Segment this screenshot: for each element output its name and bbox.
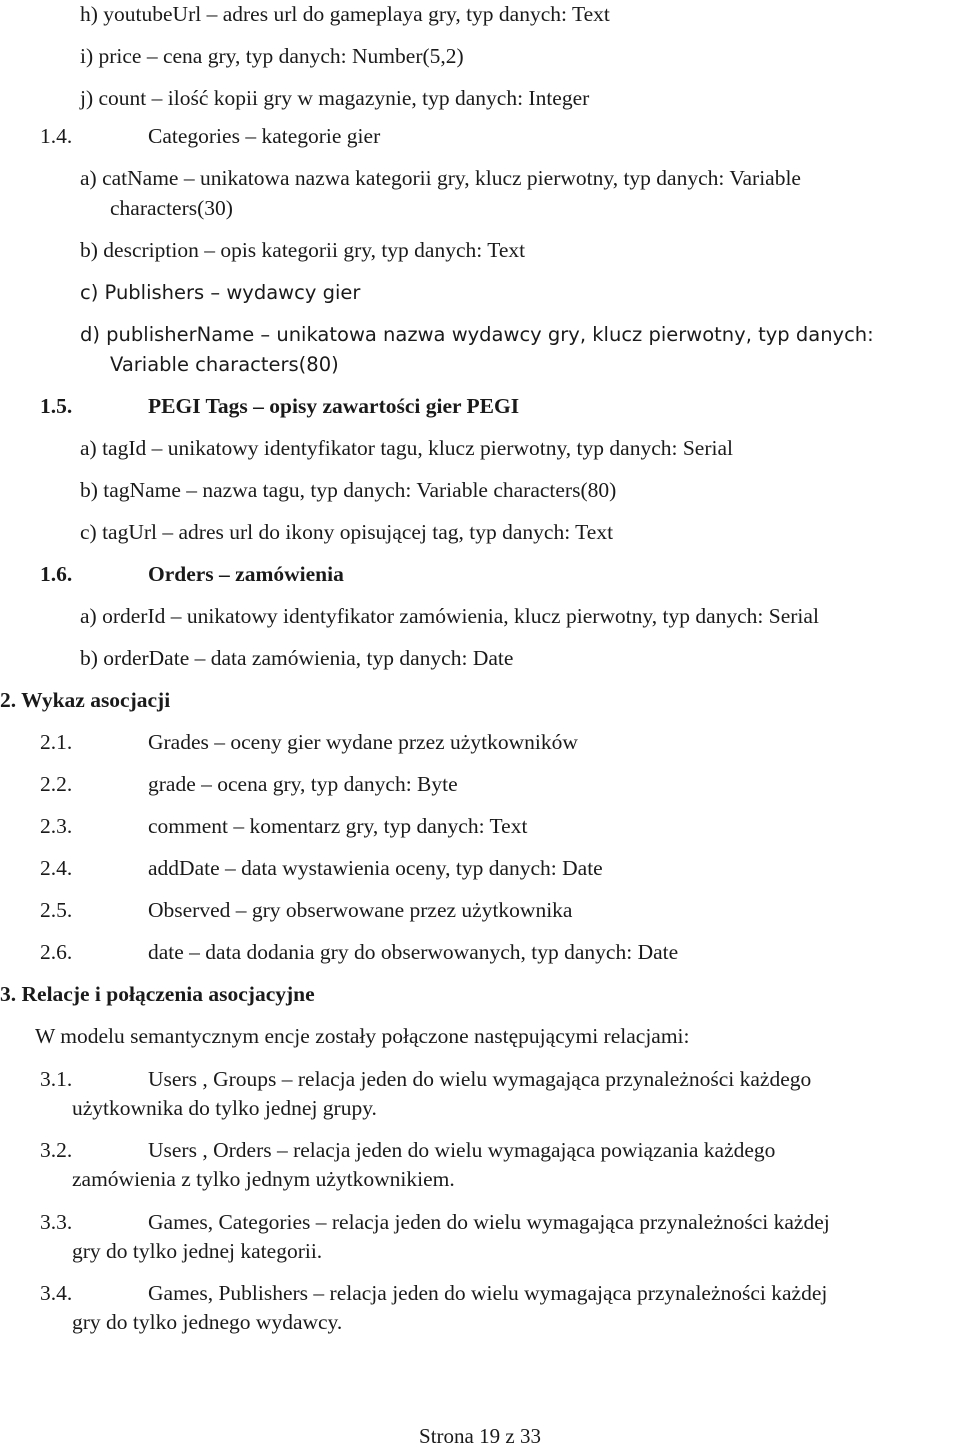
text-line: 3. Relacje i połączenia asocjacyjne (0, 982, 315, 1006)
text-line: Observed – gry obserwowane przez użytkownika (148, 898, 573, 922)
text-line: 3.3. (40, 1210, 73, 1234)
text-line: 2.1. (40, 730, 73, 754)
text-line: Users , Groups – relacja jeden do wielu wymagająca przynależności każdego (148, 1067, 812, 1091)
text-line: 2.2. (40, 772, 73, 796)
text-line: zamówienia z tylko jednym użytkownikiem. (72, 1167, 455, 1191)
text-line: h) youtubeUrl – adres url do gameplaya gry, typ danych: Text (80, 2, 610, 26)
text-line: grade – ocena gry, typ danych: Byte (148, 772, 458, 796)
text-line: a) tagId – unikatowy identyfikator tagu, klucz pierwotny, typ danych: Serial (80, 436, 733, 460)
text-line: addDate – data wystawienia oceny, typ danych: Date (148, 856, 603, 880)
text-line: b) orderDate – data zamówienia, typ danych: Date (80, 646, 514, 670)
text-line: characters(30) (110, 196, 233, 220)
text-line: c) tagUrl – adres url do ikony opisującej tag, typ danych: Text (80, 520, 614, 544)
text-line: Orders – zamówienia (148, 562, 344, 586)
text-line: 2.5. (40, 898, 73, 922)
text-line: Games, Publishers – relacja jeden do wielu wymagająca przynależności każdej (148, 1281, 828, 1305)
text-line: c) Publishers – wydawcy gier (80, 281, 361, 304)
text-line: 1.6. (40, 562, 73, 586)
text-line: 2.6. (40, 940, 73, 964)
text-line: Variable characters(80) (110, 353, 339, 376)
text-line: 1.5. (40, 394, 73, 418)
text-line: PEGI Tags – opisy zawartości gier PEGI (148, 394, 520, 418)
text-line: date – data dodania gry do obserwowanych, typ danych: Date (148, 940, 679, 964)
text-line: 3.2. (40, 1138, 73, 1162)
text-line: gry do tylko jednego wydawcy. (72, 1310, 343, 1334)
text-line: i) price – cena gry, typ danych: Number(5,2) (80, 44, 464, 68)
text-line: j) count – ilość kopii gry w magazynie, typ danych: Integer (80, 86, 590, 110)
text-line: użytkownika do tylko jednej grupy. (72, 1096, 377, 1120)
text-line: d) publisherName – unikatowa nazwa wydawcy gry, klucz pierwotny, typ danych: (80, 323, 874, 346)
text-line: 2.3. (40, 814, 73, 838)
text-line: 2.4. (40, 856, 73, 880)
text-line: Grades – oceny gier wydane przez użytkowników (148, 730, 578, 754)
text-line: a) orderId – unikatowy identyfikator zamówienia, klucz pierwotny, typ danych: Serial (80, 604, 819, 628)
page-number-footer: Strona 19 z 33 (419, 1424, 541, 1448)
text-line: b) description – opis kategorii gry, typ danych: Text (80, 238, 526, 262)
text-line: b) tagName – nazwa tagu, typ danych: Variable characters(80) (80, 478, 617, 502)
text-line: 3.4. (40, 1281, 73, 1305)
text-line: a) catName – unikatowa nazwa kategorii gry, klucz pierwotny, typ danych: Variable (80, 166, 801, 190)
text-line: 2. Wykaz asocjacji (0, 688, 171, 712)
text-line: 1.4. (40, 124, 73, 148)
text-line: W modelu semantycznym encje zostały połączone następującymi relacjami: (35, 1024, 690, 1048)
text-line: gry do tylko jednej kategorii. (72, 1239, 323, 1263)
text-line: 3.1. (40, 1067, 73, 1091)
text-line: comment – komentarz gry, typ danych: Text (148, 814, 528, 838)
text-line: Categories – kategorie gier (148, 124, 381, 148)
text-line: Users , Orders – relacja jeden do wielu wymagająca powiązania każdego (148, 1138, 776, 1162)
text-line: Games, Categories – relacja jeden do wielu wymagająca przynależności każdej (148, 1210, 830, 1234)
